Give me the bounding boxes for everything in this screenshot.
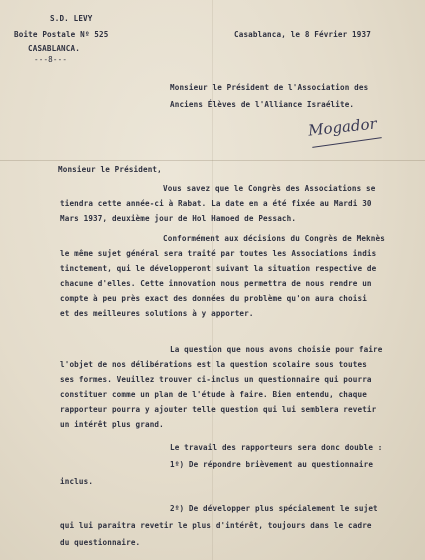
body-line: chacune d'elles. Cette innovation nous permettra de nous rendre un: [60, 279, 372, 288]
handwritten-place: Mogador: [307, 114, 378, 140]
body-line: un intérêt plus grand.: [60, 420, 164, 429]
body-line: 2º) De développer plus spécialement le sujet: [170, 504, 378, 513]
body-line: Conformément aux décisions du Congrès de Meknès: [163, 234, 385, 243]
letterhead-name: S.D. LEVY: [50, 14, 93, 23]
body-line: constituer comme un plan de l'étude à faire. Bien entendu, chaque: [60, 390, 367, 399]
salutation: Monsieur le Président,: [58, 165, 162, 174]
body-line: l'objet de nos délibérations est la question scolaire sous toutes: [60, 360, 367, 369]
body-line: tiendra cette année-ci à Rabat. La date en a été fixée au Mardi 30: [60, 199, 372, 208]
body-line: tinctement, qui le développeront suivant la situation respective de: [60, 264, 377, 273]
body-line: 1º) De répondre brièvement au questionnaire: [170, 460, 374, 469]
handwritten-underline: [312, 137, 381, 148]
body-line: le même sujet général sera traité par toutes les Associations indis: [60, 249, 377, 258]
letterhead-city: CASABLANCA.: [28, 44, 80, 53]
body-line: compte à peu près exact des données du problème qu'on aura choisi: [60, 294, 367, 303]
body-line: du questionnaire.: [60, 538, 141, 547]
recipient-line-1: Monsieur le Président de l'Association des: [170, 83, 369, 92]
body-line: et des meilleures solutions à y apporter.: [60, 309, 254, 318]
body-line: ses formes. Veuillez trouver ci-inclus un questionnaire qui pourra: [60, 375, 372, 384]
recipient-line-2: Anciens Élèves de l'Alliance Israélite.: [170, 100, 355, 109]
body-line: qui lui paraitra revetir le plus d'intérêt, toujours dans le cadre: [60, 521, 372, 530]
body-line: La question que nous avons choisie pour faire: [170, 345, 383, 354]
body-line: inclus.: [60, 477, 94, 486]
body-line: Mars 1937, deuxième jour de Hol Hamoed de Pessach.: [60, 214, 297, 223]
body-line: Le travail des rapporteurs sera donc double :: [170, 443, 383, 452]
letterhead-ornament: ---8---: [34, 55, 68, 64]
date-line: Casablanca, le 8 Février 1937: [234, 30, 371, 39]
letterhead-box: Boite Postale Nº 525: [14, 30, 109, 39]
body-line: rapporteur pourra y ajouter telle question qui lui semblera revetir: [60, 405, 377, 414]
body-line: Vous savez que le Congrès des Associations se: [163, 184, 376, 193]
